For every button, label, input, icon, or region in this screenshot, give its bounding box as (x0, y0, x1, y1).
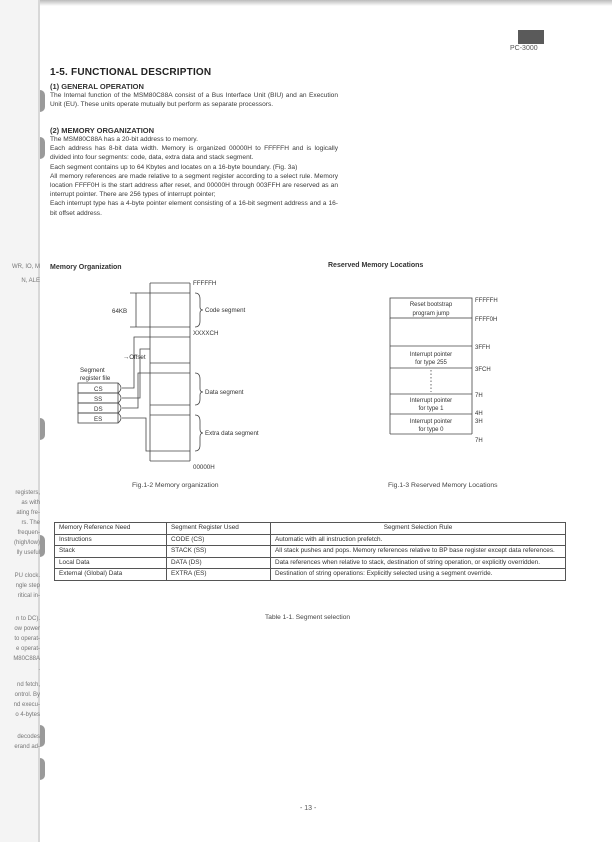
bleed-text: nd fetch, (16, 682, 40, 688)
bleed-text: (high/low) (13, 540, 40, 546)
address-label: 4H (475, 411, 483, 417)
table-row (55, 534, 566, 546)
extra-segment-label: Extra data segment (205, 430, 259, 437)
block-label: for type 0 (418, 427, 444, 433)
address-label: 3FFH (475, 345, 490, 351)
table-cell: Automatic with all instruction prefetch. (271, 534, 566, 546)
bleed-text: PU clock. (14, 573, 40, 579)
memory-organization-heading: (2) MEMORY ORGANIZATION (50, 126, 155, 135)
address-label: FFFFFH (475, 298, 498, 304)
paragraph: The MSM80C88A has a 20-bit address to memory. (50, 136, 198, 143)
bleed-text: rs. The (21, 520, 40, 526)
register-es: ES (94, 416, 103, 423)
address-label: FFFF0H (475, 317, 498, 323)
table-cell: Instructions (55, 534, 167, 546)
page-number: - 13 - (300, 805, 317, 812)
scan-shadow (40, 0, 612, 6)
bleed-text: . (38, 666, 40, 672)
table-cell: Destination of string operations: Explicitly selected using a segment override. (271, 569, 566, 581)
address-label: 3FCH (475, 367, 491, 373)
size-label: 64KB (112, 308, 128, 315)
register-file-label: Segment (80, 367, 105, 374)
bleed-text: to operat- (14, 636, 40, 642)
bleed-text: ritical in- (17, 593, 40, 599)
table-header-row (55, 523, 566, 535)
general-operation-text (50, 91, 338, 109)
table-cell: CODE (CS) (167, 534, 271, 546)
bleed-text: o 4-bytes (15, 712, 40, 718)
xxxxch-label: XXXXCH (193, 330, 219, 337)
adjacent-page-strip (0, 0, 40, 842)
binder-hole (40, 418, 45, 440)
bleed-text: as with (21, 500, 40, 506)
table-cell: DATA (DS) (167, 557, 271, 569)
binder-hole (40, 725, 45, 747)
column-header: Segment Selection Rule (271, 523, 566, 535)
reserved-memory-title: Reserved Memory Locations (328, 262, 424, 269)
register-file-label: register file (80, 375, 111, 382)
block-label: Interrupt pointer (409, 419, 453, 425)
address-label: 3H (475, 419, 483, 425)
bleed-text: ngle step (15, 583, 40, 589)
bleed-text: ontrol. By (14, 692, 40, 698)
bleed-text: decodes (17, 734, 40, 740)
memory-organization-text (50, 135, 338, 218)
reserved-memory-diagram (380, 290, 560, 450)
column-header: Memory Reference Need (55, 523, 167, 535)
block-label: program jump (412, 311, 450, 317)
table-cell: EXTRA (ES) (167, 569, 271, 581)
fig-1-2-caption: Fig.1-2 Memory organization (132, 482, 219, 489)
bleed-text: WR, IO, M (12, 264, 40, 270)
segment-selection-table (54, 522, 566, 581)
bleed-text: ow power (14, 626, 40, 632)
table-cell: All stack pushes and pops. Memory references relative to BP base register except data references. (271, 546, 566, 558)
paragraph: The Internal function of the MSM80C88A consist of a Bus Interface Unit (BIU) and an Execution Unit (EU). These units operate mutually but perform as separate processors. (50, 92, 338, 109)
table-cell: External (Global) Data (55, 569, 167, 581)
bleed-text: ating fre- (16, 510, 40, 516)
paragraph: Each interrupt type has a 4-byte pointer element consisting of a 16-bit segment address and a 16-bit offset address. (50, 200, 338, 217)
block-label: for type 1 (418, 406, 444, 412)
table-row (55, 569, 566, 581)
general-operation-heading: (1) GENERAL OPERATION (50, 82, 144, 91)
binder-hole (40, 758, 45, 780)
top-address-label: FFFFFH (193, 280, 217, 287)
table-cell: Local Data (55, 557, 167, 569)
bleed-text: frequen- (17, 530, 40, 536)
bleed-text: erand ad- (14, 744, 40, 750)
offset-label: →Offset (123, 354, 146, 361)
memory-organization-title: Memory Organization (50, 264, 122, 271)
bleed-text: nd execu- (13, 702, 40, 708)
table-cell: Data references when relative to stack, destination of string operation, or explicitly overridden. (271, 557, 566, 569)
table-row (55, 546, 566, 558)
register-ds: DS (94, 406, 103, 413)
table-cell: Stack (55, 546, 167, 558)
address-label: 7H (475, 393, 483, 399)
block-label: Interrupt pointer (409, 352, 453, 358)
address-label: 7H (475, 438, 483, 444)
bleed-text: registers, (15, 490, 40, 496)
section-title: 1-5. FUNCTIONAL DESCRIPTION (50, 67, 212, 78)
register-ss: SS (94, 396, 103, 403)
column-header: Segment Register Used (167, 523, 271, 535)
bleed-text: lly useful (16, 550, 40, 556)
section-tab-marker (518, 30, 544, 44)
block-label: Interrupt pointer (409, 398, 453, 404)
binder-hole (40, 90, 45, 112)
model-label: PC-3000 (510, 45, 538, 52)
binder-hole (40, 535, 45, 557)
bottom-address-label: 00000H (193, 464, 215, 471)
code-segment-label: Code segment (205, 307, 246, 314)
bleed-text: e operat- (15, 646, 40, 652)
table-caption: Table 1-1. Segment selection (265, 614, 351, 621)
fig-1-3-caption: Fig.1-3 Reserved Memory Locations (388, 482, 498, 489)
binder-hole (40, 137, 45, 159)
data-segment-label: Data segment (205, 389, 244, 396)
bleed-text: M80C88A (13, 656, 40, 662)
register-cs: CS (94, 386, 103, 393)
bleed-text: n to DC). (15, 616, 40, 622)
block-label: for type 255 (415, 360, 447, 366)
paragraph: Each address has 8-bit data width. Memory is organized 00000H to FFFFFH and is logically divided into four segments: code, data, extra data and stack segment. (50, 145, 338, 162)
paragraph: Each segment contains up to 64 Kbytes and locates on a 16-byte boundary. (Fig. 3a) (50, 163, 298, 171)
table-row (55, 557, 566, 569)
bleed-text: N, ALE (21, 278, 40, 284)
paragraph: All memory references are made relative to a segment register according to a select rule. Memory location FFFF0H is the start address after reset, and 00000H through 003FFH are reserved as an interrupt pointer. There are 256 types of interrupt pointer; (50, 172, 338, 199)
memory-organization-diagram (50, 275, 290, 475)
table-cell: STACK (SS) (167, 546, 271, 558)
block-label: Reset bootstrap (409, 302, 453, 308)
